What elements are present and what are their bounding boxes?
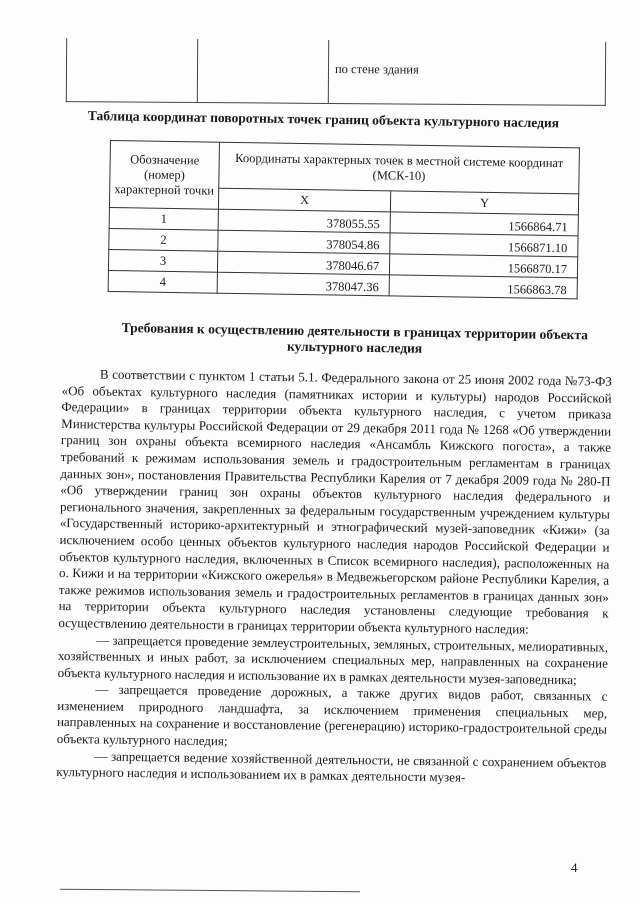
- y-header: Y: [390, 191, 578, 215]
- x-header: X: [218, 188, 390, 212]
- empty-cell: [66, 38, 197, 102]
- page-number: 4: [571, 860, 578, 875]
- point-number: 4: [108, 270, 217, 293]
- x-value: 378047.36: [217, 272, 389, 296]
- point-number: 3: [108, 249, 217, 272]
- y-value: 1566864.71: [390, 212, 578, 236]
- empty-cell: [197, 39, 328, 103]
- requirements-title: Требования к осуществлению деятельности в границах территории объекта культурного наследия: [121, 320, 589, 356]
- y-value: 1566871.10: [390, 233, 578, 257]
- point-number: 2: [109, 228, 218, 251]
- requirement-item: — запрещается проведение землеустроительных, земляных, строительных, мелиоративных, хозяйственных и иных работ, за исключением специальных мер, направленных на сохранение объекта культурного наследия и использование их в рамках деятельности музея-заповедника;: [57, 632, 609, 687]
- requirements-body: [56, 366, 612, 788]
- y-value: 1566870.17: [390, 254, 578, 278]
- coordinates-table: [108, 140, 580, 299]
- x-value: 378046.67: [217, 251, 389, 275]
- coordinates-header: Координаты характерных точек в местной системе координат (МСК-10): [219, 142, 580, 194]
- wall-cell: по стене здания: [328, 40, 605, 105]
- x-value: 378054.86: [218, 230, 390, 254]
- footer-divider: [60, 889, 360, 893]
- point-number: 1: [109, 207, 218, 230]
- requirement-item: — запрещается проведение дорожных, а также других видов работ, связанных с изменением природного ландшафта, за исключением применения специальных мер, направленных на сохранение и восстановление (регенерацию) историко-градостроительной среды объекта культурного наследия;: [56, 681, 608, 749]
- coordinates-table-title: Таблица координат поворотных точек границ объекта культурного наследия: [87, 108, 560, 131]
- y-value: 1566863.78: [389, 275, 577, 299]
- x-value: 378055.55: [218, 209, 390, 233]
- point-number-header: Обозначение (номер) характерной точки: [109, 141, 219, 210]
- requirement-item: — запрещается ведение хозяйственной деятельности, не связанной с сохранением объектов культурного наследия и использованием их в рамках деятельности музея-: [56, 748, 607, 785]
- continued-table-fragment: [66, 38, 606, 106]
- intro-paragraph: В соответствии с пунктом 1 статьи 5.1. Федерального закона от 25 июня 2002 года №73-ФЗ «Об объектах культурного наследия (памятниках истории и культуры) народов Российской Федерации» в границах территории объекта культурного наследия, с учетом приказа Министерства культуры Российской Федерации от 29 декабря 2011 года № 1268 «Об утверждении границ зон охраны объекта всемирного наследия «Ансамбль Кижского погоста», а также требований к режимам использования земель и градостроительным регламентам в границах данных зон», постановления Правительства Республики Карелия от 7 декабря 2009 года № 280-П «Об утверждении границ зон охраны объектов культурного наследия федерального и регионального значения, закрепленных за федеральным государственным учреждением культуры «Государственный историко-архитектурный и этнографический музей-заповедник «Кижи» (за исключением особо ценных объектов культурного наследия народов Российской Федерации и объектов культурного наследия, включенных в Список всемирного наследия), расположенных на о. Кижи и на территории «Кижского ожерелья» в Медвежьегорском районе Республики Карелия, а также режимов использования земель и градостроительных регламентов в границах данных зон» на территории объекта культурного наследия установлены следующие требования к осуществлению деятельности в границах территории объекта культурного наследия:: [58, 366, 612, 637]
